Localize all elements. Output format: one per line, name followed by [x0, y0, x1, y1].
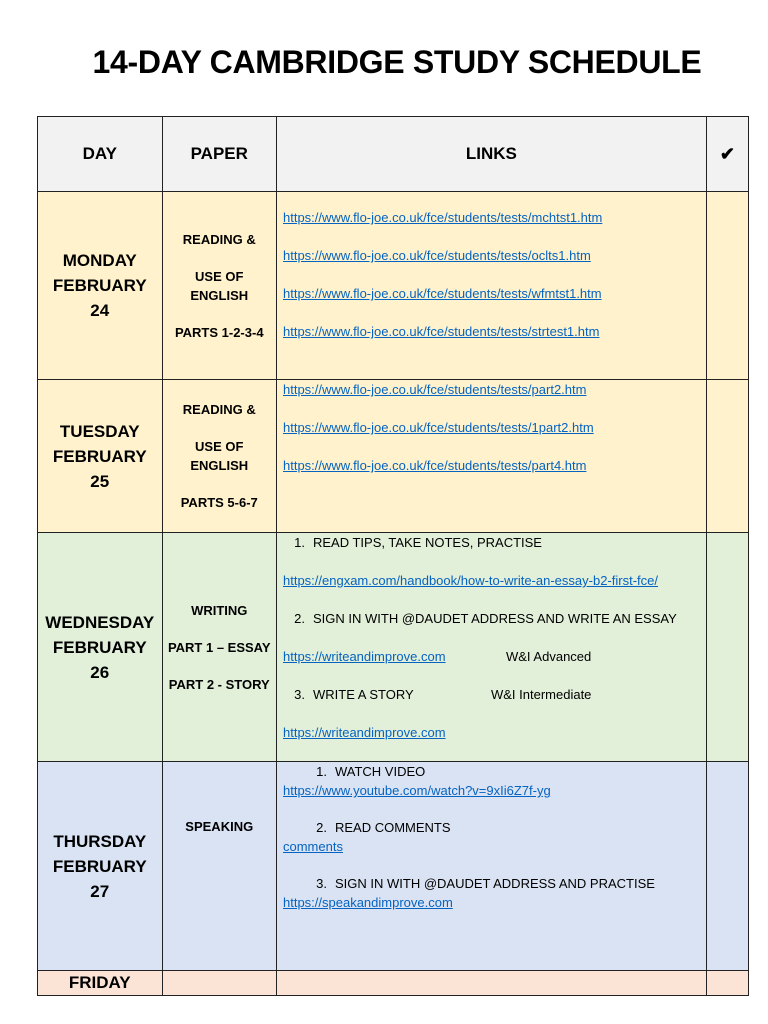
header-paper: PAPER: [162, 117, 276, 192]
table-row-friday: [38, 971, 749, 996]
day-name: THURSDAY: [53, 831, 147, 851]
link-mchtst1[interactable]: https://www.flo-joe.co.uk/fce/students/tests/mchtst1.htm: [282, 210, 603, 225]
step-1: [283, 762, 706, 781]
day-name: FRIDAY: [68, 973, 131, 992]
paper-line: PART 2 - STORY: [168, 676, 270, 692]
link-engxam-essay[interactable]: https://engxam.com/handbook/how-to-write-an-essay-b2-first-fce/: [282, 573, 658, 588]
paper-cell-friday: [162, 971, 276, 996]
day-date: 25: [90, 471, 110, 491]
paper-cell-tuesday: [162, 380, 276, 533]
check-cell-tuesday[interactable]: [706, 380, 748, 533]
link-part4[interactable]: https://www.flo-joe.co.uk/fce/students/tests/part4.htm: [282, 458, 587, 473]
day-month: FEBRUARY: [52, 856, 147, 876]
check-cell-friday[interactable]: [706, 971, 748, 996]
step-number: 2.: [316, 820, 327, 835]
links-cell-wednesday: [276, 533, 706, 762]
check-cell-wednesday[interactable]: [706, 533, 748, 762]
table-row-wednesday: [38, 533, 749, 762]
step-text: READ COMMENTS: [334, 820, 451, 835]
day-name: TUESDAY: [59, 421, 140, 441]
paper-line: USE OF: [195, 439, 244, 454]
link-writeandimprove-2[interactable]: https://writeandimprove.com: [282, 725, 446, 740]
links-cell-friday: [276, 971, 706, 996]
paper-line: WRITING: [191, 602, 248, 618]
header-day: DAY: [38, 117, 163, 192]
link-speakandimprove[interactable]: https://speakandimprove.com: [282, 895, 453, 910]
paper-line: SPEAKING: [185, 818, 254, 834]
links-cell-thursday: [276, 762, 706, 971]
day-month: FEBRUARY: [52, 637, 147, 657]
paper-line: USE OF: [195, 268, 244, 284]
link-wfmtst1[interactable]: https://www.flo-joe.co.uk/fce/students/tests/wfmtst1.htm: [282, 286, 602, 301]
day-month: FEBRUARY: [52, 446, 147, 466]
table-row-tuesday: [38, 380, 749, 533]
paper-line: PARTS 5-6-7: [180, 495, 258, 510]
page-title: 14-DAY CAMBRIDGE STUDY SCHEDULE: [92, 44, 702, 80]
links-cell-tuesday: [276, 380, 706, 533]
paper-cell-wednesday: [162, 533, 276, 762]
step-text: SIGN IN WITH @DAUDET ADDRESS AND WRITE AN ESSAY: [312, 611, 677, 626]
paper-line: READING &: [182, 231, 256, 247]
paper-line: PART 1 – ESSAY: [167, 639, 271, 655]
header-links: LINKS: [276, 117, 706, 192]
day-cell-monday: [38, 192, 163, 380]
table-row-monday: [38, 192, 749, 380]
note-intermediate: W&I Intermediate: [490, 687, 592, 702]
day-name: WEDNESDAY: [45, 612, 155, 632]
day-cell-friday: [38, 971, 163, 996]
step-text: READ TIPS, TAKE NOTES, PRACTISE: [312, 535, 542, 550]
checkmark-icon: ✔: [706, 117, 748, 192]
day-name: MONDAY: [62, 251, 137, 270]
note-advanced: W&I Advanced: [505, 649, 592, 664]
step-number: 1.: [294, 535, 305, 550]
step-number: 3.: [294, 687, 305, 702]
link-comments[interactable]: comments: [282, 839, 343, 854]
paper-line: ENGLISH: [190, 287, 249, 303]
day-cell-tuesday: [38, 380, 163, 533]
day-date: 24: [90, 301, 110, 320]
check-cell-monday[interactable]: [706, 192, 748, 380]
link-writeandimprove-1[interactable]: https://writeandimprove.com: [282, 649, 446, 664]
day-date: 26: [90, 662, 110, 682]
table-row-thursday: [38, 762, 749, 971]
step-number: 1.: [316, 764, 327, 779]
step-3: [283, 874, 706, 893]
day-cell-thursday: [38, 762, 163, 971]
step-text: WATCH VIDEO: [334, 764, 426, 779]
day-month: FEBRUARY: [52, 276, 147, 295]
step-text: WRITE A STORY: [312, 687, 414, 702]
paper-cell-thursday: [162, 762, 276, 971]
header-row: [38, 117, 749, 192]
paper-cell-monday: [162, 192, 276, 380]
step-2: [283, 818, 706, 837]
paper-line: READING &: [182, 402, 256, 417]
link-strtest1[interactable]: https://www.flo-joe.co.uk/fce/students/tests/strtest1.htm: [282, 324, 600, 339]
day-date: 27: [90, 881, 110, 901]
link-1part2[interactable]: https://www.flo-joe.co.uk/fce/students/tests/1part2.htm: [282, 420, 594, 435]
paper-line: ENGLISH: [190, 458, 249, 473]
check-cell-thursday[interactable]: [706, 762, 748, 971]
paper-line: PARTS 1-2-3-4: [174, 324, 264, 340]
step-2: [277, 609, 706, 647]
step-number: 3.: [316, 876, 327, 891]
step-3: [277, 685, 706, 723]
step-1: [277, 533, 706, 571]
day-cell-wednesday: [38, 533, 163, 762]
link-part2[interactable]: https://www.flo-joe.co.uk/fce/students/tests/part2.htm: [282, 382, 587, 397]
link-youtube-video[interactable]: https://www.youtube.com/watch?v=9xIi6Z7f-yg: [282, 783, 551, 798]
schedule-table: [37, 116, 749, 996]
step-number: 2.: [294, 611, 305, 626]
link-oclts1[interactable]: https://www.flo-joe.co.uk/fce/students/tests/oclts1.htm: [282, 248, 591, 263]
links-cell-monday: [276, 192, 706, 380]
step-text: SIGN IN WITH @DAUDET ADDRESS AND PRACTISE: [334, 876, 655, 891]
